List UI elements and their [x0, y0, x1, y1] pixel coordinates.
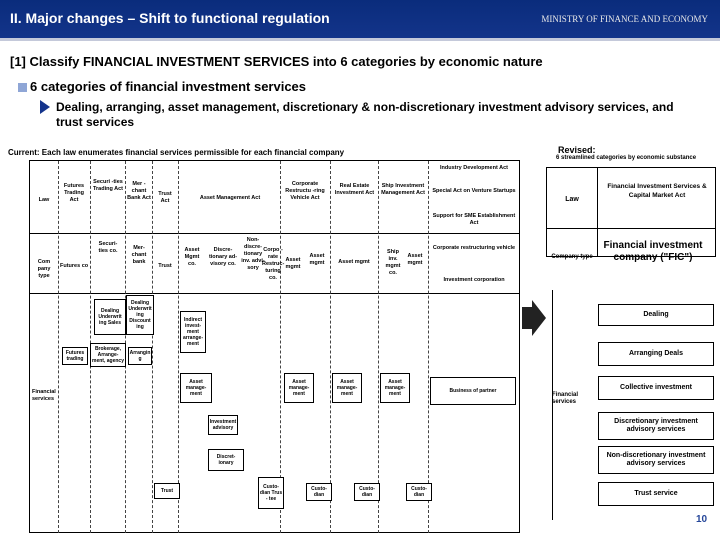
service-arranging: Arrangin g [128, 347, 152, 365]
service-asset-mgmt-1: Asset manage- ment [180, 373, 212, 403]
company-non-discretionary: Non- discre- tionary inv. advi- sory [241, 237, 265, 271]
service-brokerage: Brokerage, Arrange- ment, agency [90, 343, 126, 367]
service-trust: Trust [154, 483, 180, 499]
section-heading: [1] Classify FINANCIAL INVESTMENT SERVICES into 6 categories by economic nature [10, 54, 543, 69]
revised-law-label: Law [565, 196, 579, 203]
triangle-bullet-icon [40, 100, 50, 114]
category-trust-service: Trust service [598, 482, 714, 506]
service-custodian-2: Custo- dian [306, 483, 332, 501]
ministry-name: MINISTRY OF FINANCE AND ECONOMY [541, 14, 708, 24]
service-indirect-investment: Indirect invest- ment arrange- ment [180, 311, 206, 353]
law-sme-establishment: Support for SME Establishment Act [432, 213, 516, 226]
law-ship-investment: Ship Investment Management Act [381, 183, 425, 196]
service-asset-mgmt-4: Asset manage- ment [380, 373, 410, 403]
current-label: Current: Each law enumerates financial services permissible for each financial company [8, 148, 345, 157]
service-custodian-trustee: Custo- dian Trus - tee [258, 477, 284, 509]
company-asset-mgmt: Asset Mgmt co. [184, 247, 200, 267]
services-label-line-1: Financial [32, 389, 56, 395]
company-securities: Securi- ties co. [98, 241, 118, 254]
slide-title: II. Major changes – Shift to functional regulation [10, 10, 330, 26]
service-custodian-4: Custo- dian [406, 483, 432, 501]
service-dealing-discounting: Dealing Underwrit ing Discount ing [126, 295, 154, 335]
category-discretionary-advisory: Discretionary investment advisory services [598, 412, 714, 440]
column-divider [378, 161, 379, 533]
company-asset-mgmt-2: Asset mgmt [285, 257, 301, 270]
company-ship-investment: Ship inv. mgmt co. [385, 249, 401, 276]
company-merchant-bank: Mer- chant bank [131, 245, 147, 265]
company-futures: Futures co [60, 263, 89, 269]
services-label-line-2: services [32, 396, 55, 402]
law-industry-development: Industry Development Act [440, 165, 508, 171]
law-real-estate: Real Estate Investment Act [334, 183, 375, 196]
company-corporate-restructuring: Corpo -rate Restruc- turing co. [262, 247, 285, 281]
service-futures-trading: Futures trading [62, 347, 88, 365]
law-trust: Trust Act [158, 191, 172, 204]
law-row-label: Law [38, 197, 50, 203]
revised-law: Financial Investment Services & Capital Market Act [607, 183, 707, 199]
company-crv: Corporate restructuring vehicle [432, 245, 516, 251]
page-number: 10 [696, 514, 708, 525]
revised-label: Revised: [558, 145, 596, 155]
company-investment-corp: Investment corporation [443, 277, 505, 283]
law-merchant-bank: Mer -chant Bank Act [127, 181, 151, 201]
revised-sublabel: 6 streamlined categories by economic substance [556, 155, 697, 161]
company-asset-mgmt-3: Asset mgmt [309, 253, 325, 266]
arrow-shaft-icon [522, 307, 532, 329]
column-divider [178, 161, 179, 533]
category-collective-investment: Collective investment [598, 376, 714, 400]
service-business-partner: Business of partner [430, 377, 516, 405]
header-divider [0, 38, 720, 41]
row-divider [30, 233, 520, 234]
square-bullet-icon [18, 83, 27, 92]
category-non-discretionary-advisory: Non-discretionary investment advisory services [598, 446, 714, 474]
row-divider [547, 228, 715, 229]
revised-company: Financial investment company ("FIC") [603, 240, 703, 263]
company-discretionary: Discre- tionary ad-visory co. [208, 247, 238, 267]
law-futures: Futures Trading Act [63, 183, 85, 203]
row-divider [30, 293, 520, 294]
company-trust: Trust [158, 263, 172, 269]
company-asset-mgmt-5: Asset mgmt [407, 253, 423, 266]
law-corporate-restructuring: Corporate Restructu -ring Vehicle Act [285, 181, 325, 201]
column-divider [330, 161, 331, 533]
service-discretionary: Discret- ionary [208, 449, 244, 471]
law-securities: Securi -ties Trading Act [92, 179, 124, 192]
service-asset-mgmt-3: Asset manage- ment [332, 373, 362, 403]
service-asset-mgmt-2: Asset manage- ment [284, 373, 314, 403]
category-dealing: Dealing [598, 304, 714, 326]
current-diagram [29, 160, 520, 533]
service-dealing-underwriting: Dealing Underwrit ing Sales [94, 299, 126, 335]
law-asset-management: Asset Management Act [199, 195, 261, 201]
column-divider [428, 161, 429, 533]
bullet-text: Dealing, arranging, asset management, discretionary & non-discretionary investment advisory services, and trust services [56, 100, 674, 129]
service-custodian-3: Custo- dian [354, 483, 380, 501]
category-arranging-deals: Arranging Deals [598, 342, 714, 366]
services-row-label [32, 389, 58, 403]
right-arrow-icon [532, 300, 546, 336]
section-subheading: 6 categories of financial investment services [30, 79, 307, 94]
column-divider [152, 161, 153, 533]
column-divider [58, 161, 59, 533]
revised-company-label: Company type [551, 254, 593, 260]
service-investment-advisory: Investment advisory [208, 415, 238, 435]
revised-services-label: Financial services [552, 392, 579, 405]
company-asset-mgmt-4: Asset mgmt [338, 259, 370, 265]
company-row-label: Com pany type [37, 259, 51, 279]
law-venture-startups: Special Act on Venture Startups [432, 188, 516, 194]
